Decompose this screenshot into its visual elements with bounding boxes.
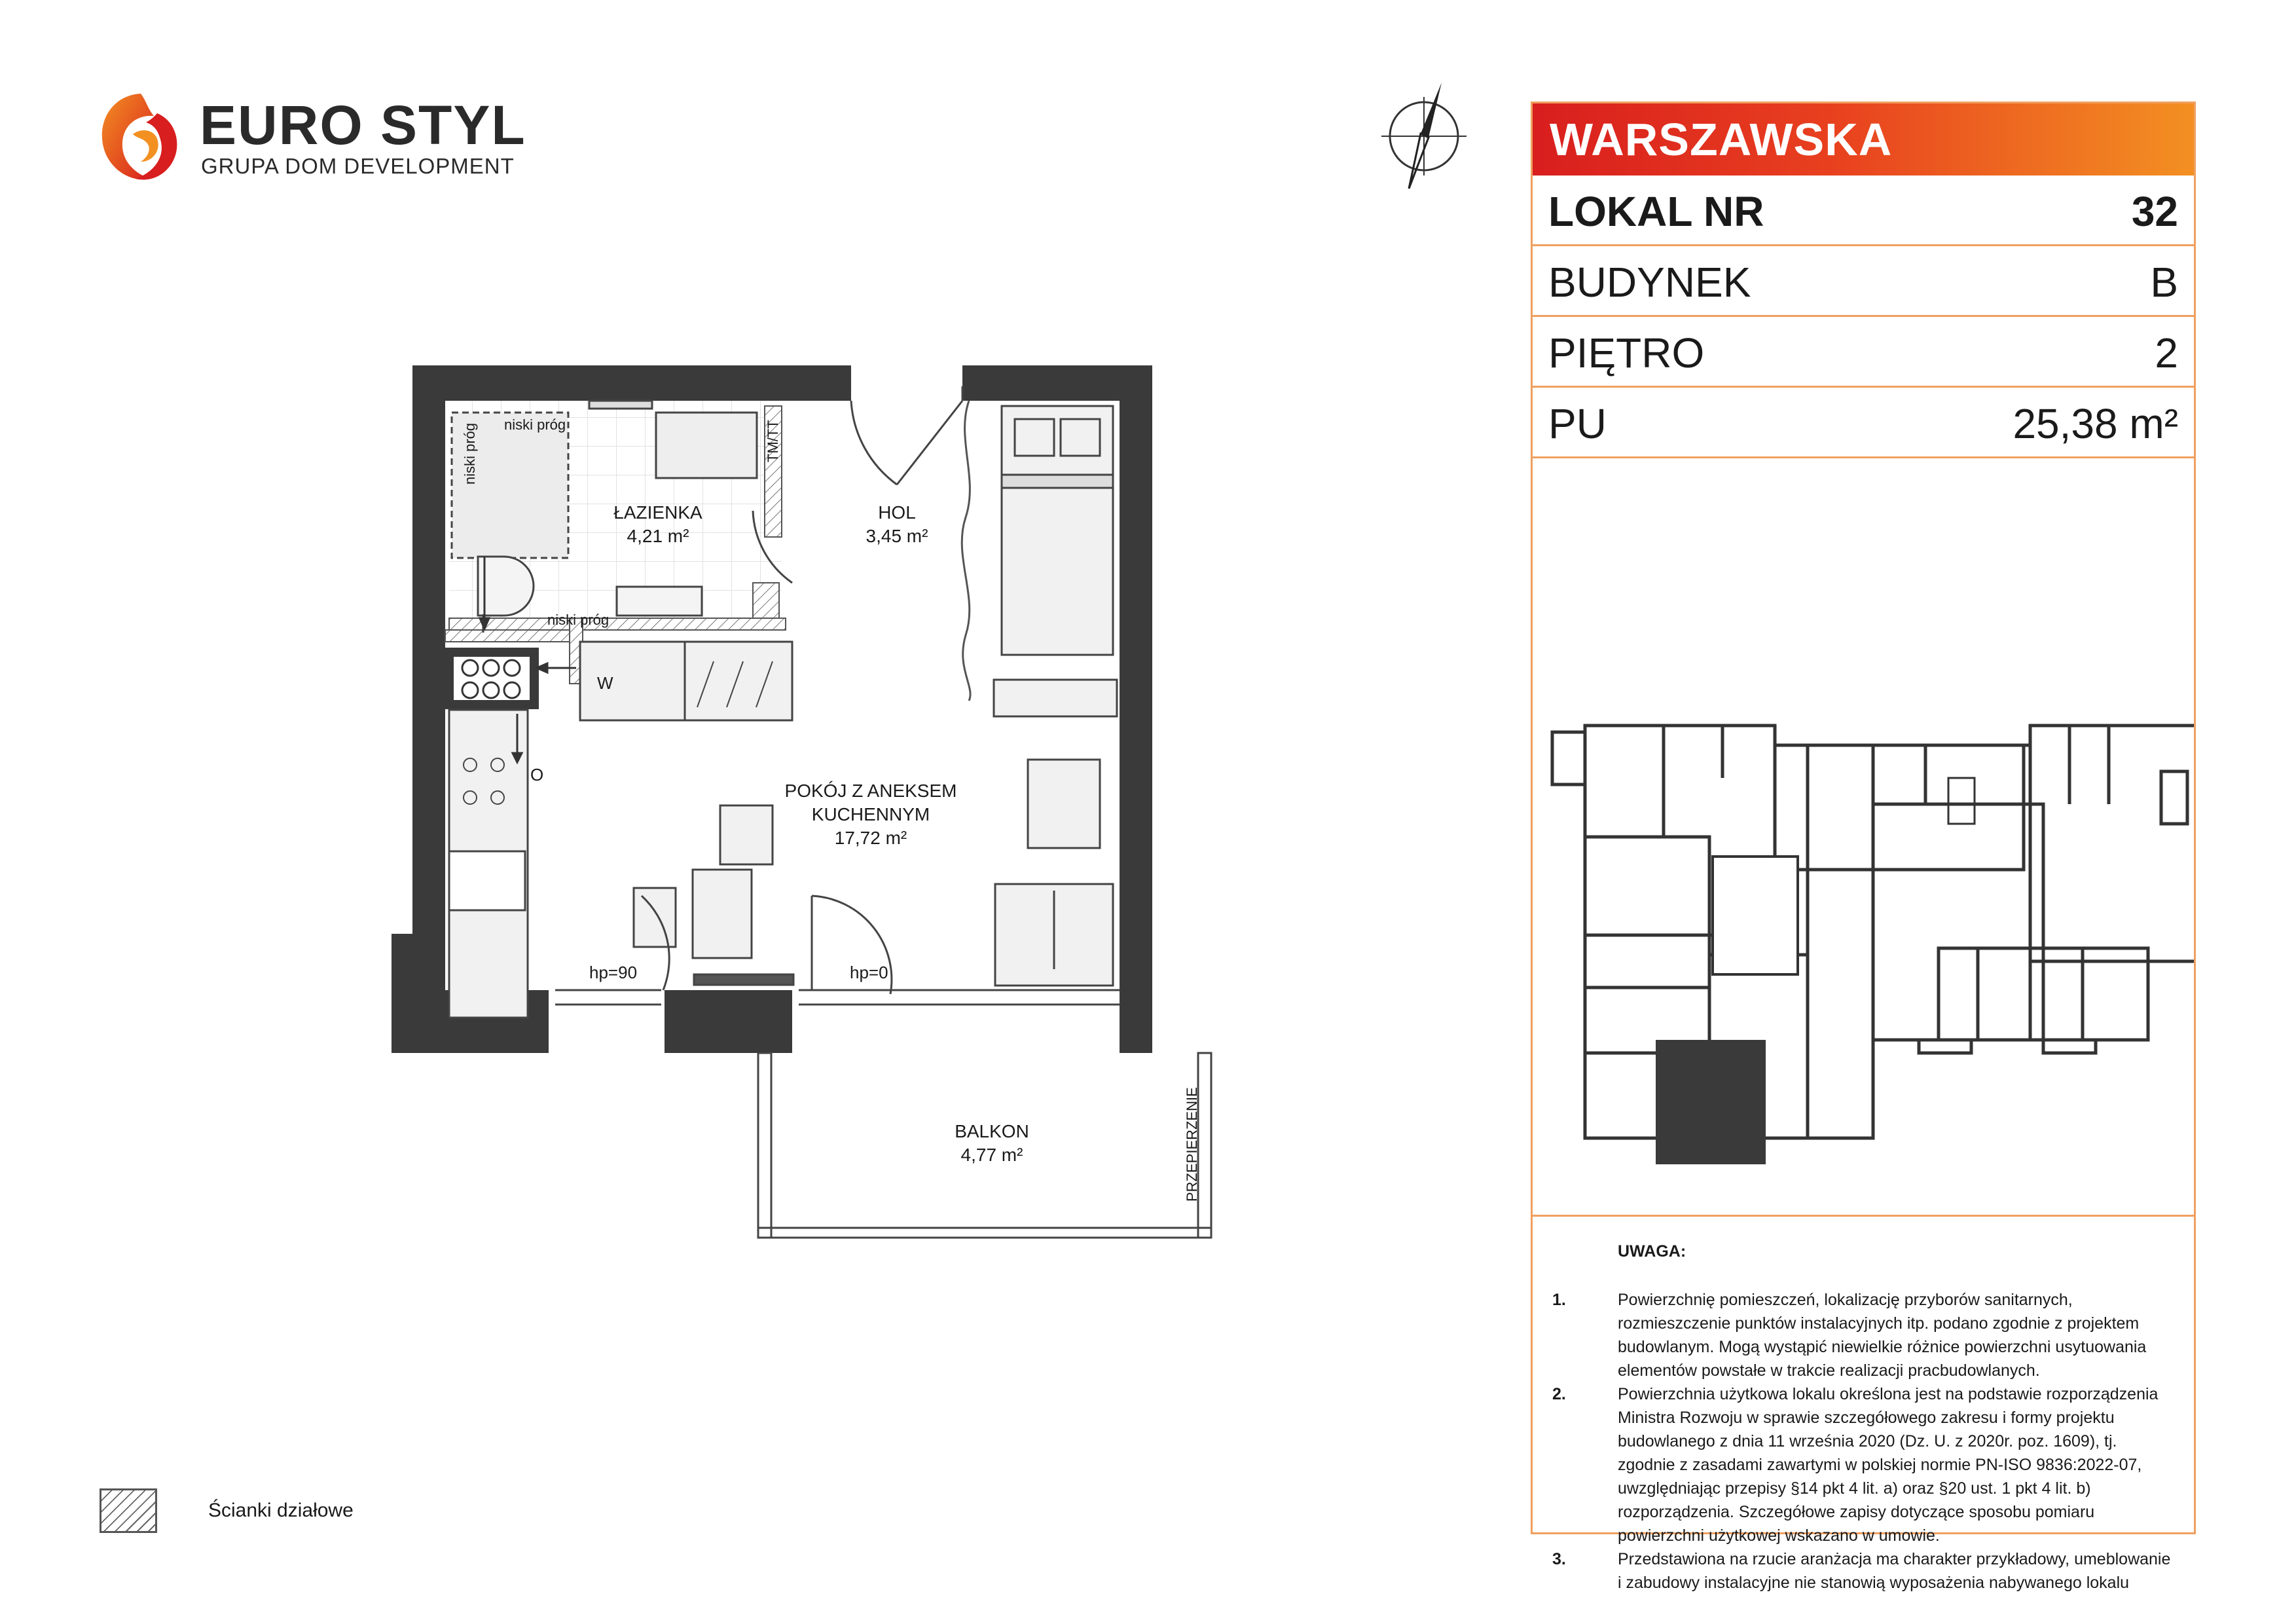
entrance-door (753, 386, 962, 583)
building-outline-map (1533, 464, 2194, 1215)
brand-tagline: GRUPA DOM DEVELOPMENT (201, 154, 515, 178)
row-unit-number: LOKAL NR 32 (1533, 175, 2194, 246)
note-item: 2. Powierzchnia użytkowa lokalu określona jest na podstawie rozporządzenia Ministra Rozwoju w sprawie szczegółowego zakresu i formy projektu budowlanego z dnia 11 września 2020 (Dz. U. z 2020r. poz. 1609), tj. zgodnie z zasadami zawartymi w polskiej normie PN-ISO 9836:2022-07, uwzględniając przepisy §14 pkt 4 lit. a) oraz §20 ust. 1 pkt 4 lit. b) rozporządzenia. Szczegółowe zapisy dotyczące sposobu pomiaru powierzchni użytkowej wskazano w umowie. (1552, 1385, 2159, 1545)
row-area: PU 25,38 m² (1533, 388, 2194, 458)
curtain (962, 401, 970, 701)
legend-label: Ścianki działowe (208, 1500, 354, 1521)
compass-icon (1375, 77, 1473, 195)
notes-title: UWAGA: (1618, 1242, 1686, 1261)
info-panel (1531, 101, 2196, 1592)
room-living-kitchen: POKÓJ Z ANEKSEM KUCHENNYM 17,72 m² (784, 781, 957, 848)
notes (1552, 1240, 2174, 1595)
note-item: 3. Przedstawiona na rzucie aranżacja ma charakter przykładowy, umeblowanie i zabudowy instalacyjne nie stanowią wyposażenia nabywanego lokalu (1552, 1550, 2171, 1592)
legend-hatch-swatch (100, 1488, 157, 1533)
label-hp0: hp=0 (850, 963, 888, 982)
room-balcony: BALKON 4,77 m² (955, 1121, 1029, 1165)
label-hp90: hp=90 (589, 963, 638, 982)
brand-name: EURO STYL (200, 94, 526, 156)
row-building: BUDYNEK B (1533, 246, 2194, 317)
label-low-threshold: niski próg (504, 416, 566, 433)
investment-name: WARSZAWSKA (1550, 114, 1893, 165)
label-w: W (597, 673, 613, 693)
label-tm-tt: TM/TT (765, 420, 781, 462)
label-low-threshold: niski próg (547, 612, 610, 628)
note-item: 1. Powierzchnię pomieszczeń, lokalizację przyborów sanitarnych, rozmieszczenie punktów instalacyjnych itp. podano zgodnie z projektem budowlanym. Mogą wystąpić niewielkie różnice powierzchni usytuowania elementów powstałe w trakcie realizacji pracbudowlanych. (1552, 1291, 2147, 1380)
highlighted-unit (1656, 1040, 1766, 1164)
flame-logo-icon (95, 88, 187, 187)
building-key-plan (1533, 464, 2194, 1217)
panel-header (1533, 103, 2194, 175)
row-floor: PIĘTRO 2 (1533, 317, 2194, 388)
room-hall: HOL 3,45 m² (866, 502, 928, 546)
company-logo (95, 88, 526, 187)
label-o: O (530, 765, 544, 784)
bed (994, 406, 1117, 716)
label-partition: PRZEPIERZENIE (1184, 1087, 1200, 1202)
room-bathroom: ŁAZIENKA 4,21 m² (613, 502, 702, 546)
label-low-threshold: niski próg (462, 422, 478, 485)
